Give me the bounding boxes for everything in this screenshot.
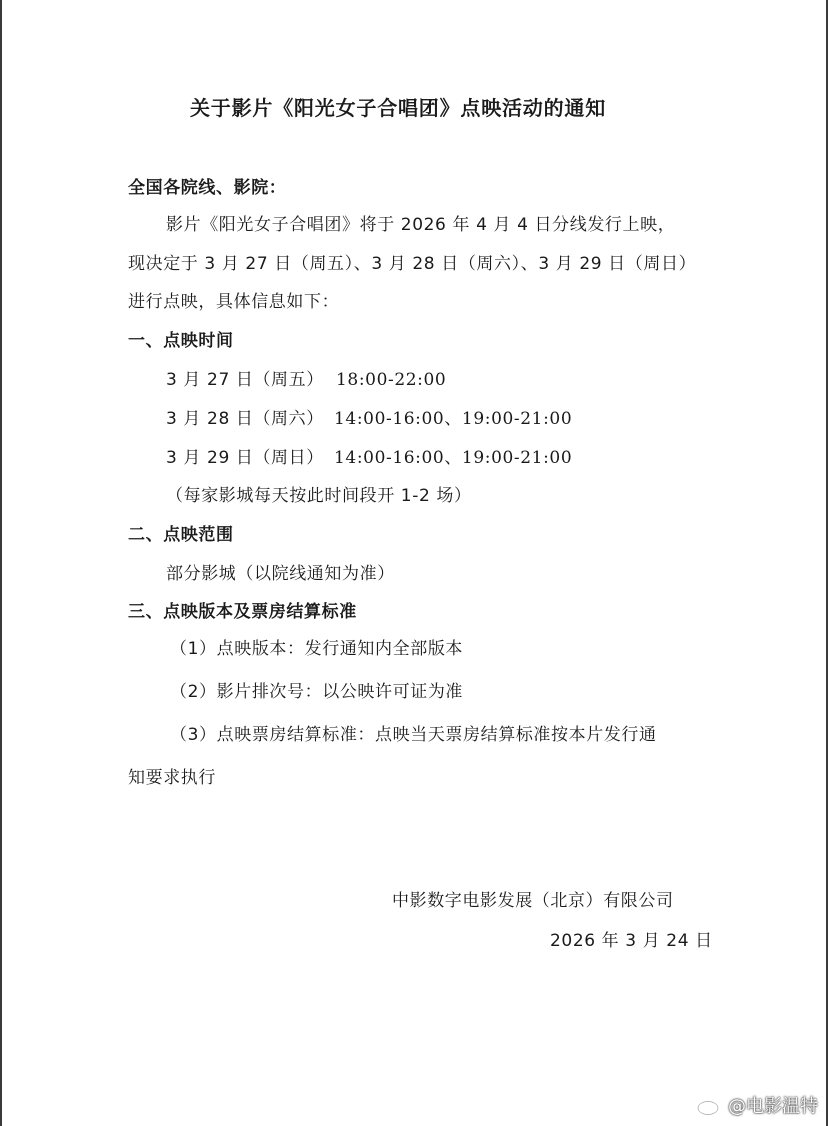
watermark <box>696 1090 818 1120</box>
schedule-note: （每家影城每天按此时间段开 1-2 场） <box>166 486 472 506</box>
weibo-icon <box>696 1094 724 1116</box>
signature-organization: 中影数字电影发展（北京）有限公司 <box>392 891 674 911</box>
schedule-row-times: 18:00-22:00 <box>336 370 447 390</box>
schedule-row-times: 14:00-16:00、19:00-21:00 <box>334 448 573 468</box>
schedule-row-date: 3 月 28 日（周六） <box>166 409 324 429</box>
schedule-row-times: 14:00-16:00、19:00-21:00 <box>334 409 573 429</box>
signature-date: 2026 年 3 月 24 日 <box>550 931 713 951</box>
version-item: （1）点映版本：发行通知内全部版本 <box>170 639 464 659</box>
version-item: （3）点映票房结算标准：点映当天票房结算标准按本片发行通 <box>170 725 657 745</box>
section-scope-heading: 二、点映范围 <box>128 525 234 545</box>
intro-line-3: 进行点映，具体信息如下： <box>128 292 340 312</box>
salutation: 全国各院线、影院： <box>128 178 287 198</box>
intro-line-2: 现决定于 3 月 27 日（周五）、3 月 28 日（周六）、3 月 29 日（周日） <box>128 254 697 274</box>
scope-text: 部分影城（以院线通知为准） <box>166 564 395 584</box>
schedule-row-date: 3 月 27 日（周五） <box>166 370 324 390</box>
version-item: （2）影片排次号：以公映许可证为准 <box>170 682 464 702</box>
schedule-row-date: 3 月 29 日（周日） <box>166 448 324 468</box>
section-version-heading: 三、点映版本及票房结算标准 <box>128 602 357 622</box>
frame-left-border <box>0 0 2 1126</box>
version-item-continuation: 知要求执行 <box>128 768 216 788</box>
document-title: 关于影片《阳光女子合唱团》点映活动的通知 <box>190 96 606 120</box>
intro-line-1: 影片《阳光女子合唱团》将于 2026 年 4 月 4 日分线发行上映， <box>166 215 676 235</box>
section-time-heading: 一、点映时间 <box>128 331 234 351</box>
watermark-text: @电影温特 <box>728 1096 818 1117</box>
